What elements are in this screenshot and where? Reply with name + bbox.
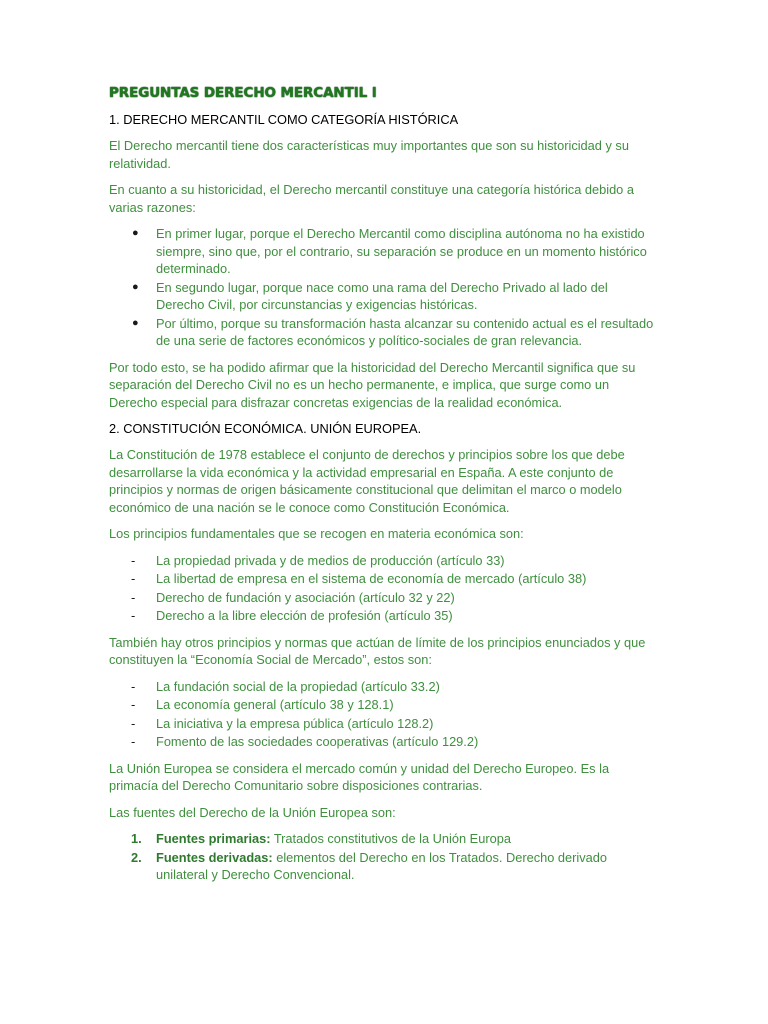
- eu-sources-numbered-list: [109, 830, 654, 884]
- list-item: [109, 279, 654, 314]
- list-item-text: elementos del Derecho en los Tratados. Derecho derivado unilateral y Derecho Convencional.: [156, 849, 607, 882]
- list-item-text: La propiedad privada y de medios de producción (artículo 33): [156, 552, 505, 568]
- list-item: [109, 696, 654, 714]
- list-item: [109, 715, 654, 733]
- list-item: [109, 225, 654, 278]
- dash-icon: -: [131, 715, 136, 731]
- section-2-paragraph-1: La Constitución de 1978 establece el conjunto de derechos y principios sobre los que debe desarrollarse la vida económica y la actividad empresarial en España. A este conjunto de principios y normas de origen básicamente constitucional que delimitan el marco o modelo económico de una nación se le conoce como Constitución Económica.: [109, 447, 625, 515]
- dash-icon: -: [131, 678, 136, 694]
- list-item: [109, 830, 654, 848]
- bullet-icon: ●: [132, 227, 139, 239]
- dash-icon: -: [131, 608, 136, 623]
- section-1-paragraph-3: Por todo esto, se ha podido afirmar que la historicidad del Derecho Mercantil significa que su separación del Derecho Civil no es un hecho permanente, e implica, que surge como un Derecho especial para disfrazar concretas exigencias de la realidad económica.: [109, 359, 636, 410]
- dash-icon: -: [131, 589, 136, 605]
- bullet-icon: ●: [132, 316, 139, 329]
- section-1-paragraph-1: El Derecho mercantil tiene dos características muy importantes que son su historicidad y su relatividad.: [109, 138, 629, 171]
- bullet-icon: ●: [132, 280, 139, 293]
- document-page: [109, 84, 654, 893]
- list-item-text: Fomento de las sociedades cooperativas (artículo 129.2): [156, 734, 479, 749]
- list-item: [109, 607, 654, 625]
- list-item-text: Derecho de fundación y asociación (artículo 32 y 22): [156, 589, 455, 605]
- list-item: [109, 589, 654, 607]
- section-1-paragraph-2: En cuanto a su historicidad, el Derecho mercantil constituye una categoría histórica debido a varias razones:: [109, 182, 634, 215]
- list-item-text: La economía general (artículo 38 y 128.1): [156, 697, 394, 712]
- dash-icon: -: [131, 697, 136, 712]
- section-2-paragraph-2: Los principios fundamentales que se recogen en materia económica son:: [109, 526, 524, 541]
- list-item-text: La fundación social de la propiedad (artículo 33.2): [156, 678, 440, 694]
- section-1-heading: 1. DERECHO MERCANTIL COMO CATEGORÍA HISTÓRICA: [109, 112, 459, 127]
- list-item: [109, 315, 654, 350]
- list-item-text: Por último, porque su transformación hasta alcanzar su contenido actual es el resultado de una serie de factores económicos y político-sociales de gran relevancia.: [156, 315, 654, 348]
- list-item-text: Tratados constitutivos de la Unión Europa: [270, 831, 511, 846]
- section-2-paragraph-4: La Unión Europea se considera el mercado común y unidad del Derecho Europeo. Es la primacía del Derecho Comunitario sobre disposiciones contrarias.: [109, 760, 610, 793]
- list-item: [109, 849, 654, 884]
- list-item-label: Fuentes derivadas:: [156, 849, 273, 865]
- dash-icon: -: [131, 552, 136, 568]
- list-item-text: En segundo lugar, porque nace como una rama del Derecho Privado al lado del Derecho Civil, por circunstancias y exigencias históricas.: [156, 279, 608, 312]
- list-number: 2.: [131, 849, 142, 865]
- section-2-paragraph-3: También hay otros principios y normas que actúan de límite de los principios enunciados y que constituyen la “Economía Social de Mercado”, estos son:: [109, 634, 646, 667]
- list-item: [109, 570, 654, 588]
- fundamental-principles-list: [109, 552, 654, 625]
- list-item: [109, 552, 654, 570]
- list-item: [109, 678, 654, 696]
- social-market-economy-list: [109, 678, 654, 751]
- section-2-paragraph-5: Las fuentes del Derecho de la Unión Europea son:: [109, 804, 396, 820]
- list-item-text: En primer lugar, porque el Derecho Mercantil como disciplina autónoma no ha existido siempre, sino que, por el contrario, su separación se produce en un momento histórico determinado.: [156, 226, 647, 276]
- document-title: PREGUNTAS DERECHO MERCANTIL I: [109, 85, 377, 101]
- list-item: [109, 733, 654, 751]
- historicity-bullet-list: [109, 225, 654, 350]
- list-number: 1.: [131, 831, 142, 846]
- list-item-label: Fuentes primarias:: [156, 831, 271, 846]
- dash-icon: -: [131, 734, 136, 749]
- list-item-text: Derecho a la libre elección de profesión (artículo 35): [156, 608, 453, 623]
- section-2-heading: 2. CONSTITUCIÓN ECONÓMICA. UNIÓN EUROPEA.: [109, 421, 422, 436]
- list-item-text: La iniciativa y la empresa pública (artículo 128.2): [156, 715, 434, 731]
- list-item-text: La libertad de empresa en el sistema de economía de mercado (artículo 38): [156, 571, 587, 586]
- dash-icon: -: [131, 571, 136, 586]
